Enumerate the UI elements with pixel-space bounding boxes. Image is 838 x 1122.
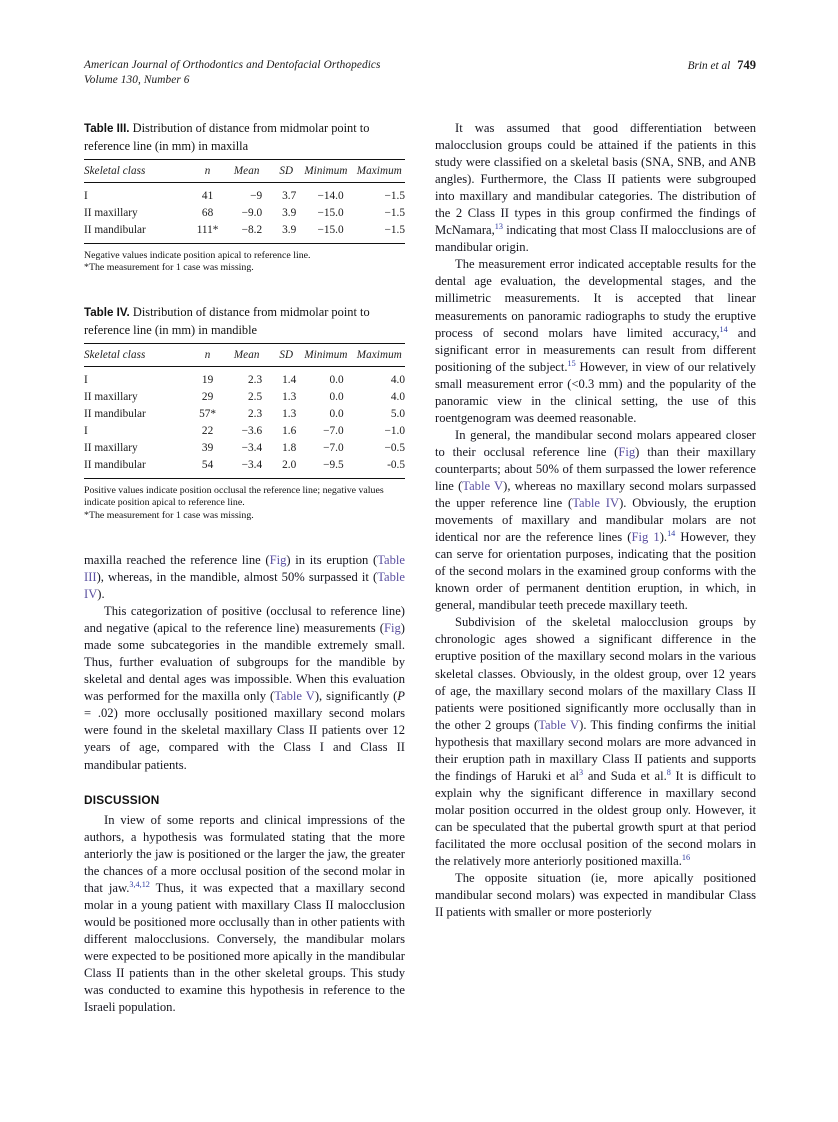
table-3-note-1: Negative values indicate position apical to reference line. [84,249,311,261]
left-paragraph-3 [84,812,405,1017]
left-paragraph-1 [84,552,405,603]
journal-title [84,58,381,88]
text-segment: and Suda et al. [583,768,667,783]
cell-maximum: −1.0 [384,425,405,438]
text-segment: This categorization of positive (occlusal to reference line) and negative (apical to the reference line) measurements ( [84,604,405,636]
link-fig[interactable]: Fig [618,444,636,459]
cell-mean: 2.3 [248,408,263,421]
cell-minimum: −14.0 [317,190,344,202]
table-4-header-maximum: Maximum [356,349,402,362]
cell-mean: −9.0 [241,206,263,219]
table-3-caption [84,120,405,154]
table-row [84,406,405,423]
cell-skeletal-class: I [84,374,88,387]
spacer [84,293,405,304]
running-head [84,58,756,88]
text-segment: ) than their maxillary counterparts; about 50% of them surpassed the lower reference line ( [435,444,756,493]
cell-sd: 1.3 [282,391,297,404]
right-paragraph-5 [435,870,756,921]
cell-sd: 1.8 [282,442,297,454]
table-3-notes [84,250,405,276]
cell-mean: −3.6 [241,425,263,438]
cell-maximum: −1.5 [384,206,405,219]
cell-minimum: −15.0 [317,206,344,219]
reference-superscript[interactable]: 3,4,12 [129,879,150,889]
cell-mean: −3.4 [241,442,263,454]
table-row [84,183,405,205]
reference-superscript[interactable]: 13 [494,222,503,232]
table-3-header-minimum: Minimum [304,165,348,177]
text-segment: ), whereas no maxillary second molars surpassed the upper reference line ( [435,478,756,511]
table-row [84,389,405,406]
cell-skeletal-class: II maxillary [84,206,138,219]
table-3-header-class: Skeletal class [84,165,146,177]
link-table-5[interactable]: Table V [462,478,504,493]
table-4-header-minimum: Minimum [304,349,348,362]
journal-volume: Volume 130, Number 6 [84,74,190,86]
cell-n: 41 [201,190,214,202]
cell-mean: −3.4 [241,458,263,471]
table-row [84,222,405,243]
text-segment: indicating that most Class II malocclusions are of mandibular origin. [435,223,756,255]
text-segment: However, in view of our relatively small measurement error (<0.3 mm) and the popularity of the panoramic view in the clinical setting, the use of this roentgenogram was deemed reasonable. [435,359,756,425]
table-3-caption-text: Distribution of distance from midmolar point to reference line (in mm) in maxilla [84,121,370,153]
cell-n: 68 [201,206,214,219]
table-3-header-n: n [204,165,211,177]
text-segment: However, they can serve for orientation purposes, indicating that the position of the second molars in the examined group conforms with the known order of permanent dentition eruption, in which, in general, mandibular teeth precede maxillary teeth. [435,530,757,613]
cell-maximum: 5.0 [390,408,405,421]
cell-maximum: −0.5 [384,442,405,454]
section-heading-discussion: DISCUSSION [84,792,160,807]
cell-mean: 2.3 [248,374,263,387]
table-row [84,440,405,457]
text-segment: maxilla reached the reference line ( [84,552,270,567]
cell-mean: −8.2 [241,223,263,236]
table-3-header-mean: Mean [233,165,260,177]
table-row [84,205,405,222]
table-3-header-row [84,160,405,183]
text-segment: In view of some reports and clinical impressions of the authors, a hypothesis was formulated stating that the more anteriorly the jaw is positioned or the larger the jaw, the greater the chances of a more occlusal position of the second molar in that jaw. [84,812,405,895]
right-paragraph-2 [435,256,756,426]
cell-minimum: 0.0 [329,374,344,387]
table-3-block [84,120,405,275]
spacer [84,541,405,552]
cell-maximum: 4.0 [390,374,405,387]
cell-sd: 2.0 [282,458,297,471]
cell-minimum: −7.0 [323,442,344,454]
cell-n: 39 [201,442,214,454]
text-segment: The opposite situation (ie, more apically positioned mandibular second molars) was expected in mandibular Class II patients with smaller or more posteriorly [435,871,756,920]
cell-mean: −9 [250,190,263,202]
table-4-note-1: Positive values indicate position occlusal the reference line; negative values indicate position apical to reference line. [84,484,384,509]
cell-maximum: -0.5 [387,458,405,471]
text-segment: The measurement error indicated acceptable results for the dental age evaluation, the developmental stages, and the millimetric measurements. It is accepted that linear measurements on panoramic radiographs to study the eruptive process of second molars have limited accuracy, [435,257,756,340]
table-row [84,367,405,389]
link-table-4[interactable]: Table IV [572,496,620,511]
table-4-note-2: *The measurement for 1 case was missing. [84,510,254,522]
text-segment: ). [97,587,105,602]
journal-name: American Journal of Orthodontics and Dentofacial Orthopedics [84,59,381,71]
reference-superscript[interactable]: 14 [719,324,728,334]
statistic-symbol: P [397,689,405,704]
link-table-4[interactable]: Table IV [84,570,405,602]
cell-skeletal-class: II mandibular [84,458,146,471]
left-column [84,120,405,1080]
left-paragraph-2 [84,603,405,773]
reference-superscript[interactable]: 3 [578,767,584,777]
table-3 [84,159,405,244]
table-row [84,423,405,440]
cell-minimum: −9.5 [323,458,344,471]
cell-n: 57* [199,408,217,421]
text-segment: It is difficult to explain why the significant difference in maxillary second molar position occurred in the oldest group only. However, it can be speculated that the pubertal growth spurt at that period facilitated the more occlusal position of the second molars in the relatively more anteriorly positioned maxilla. [435,768,756,869]
cell-minimum: −7.0 [323,425,344,438]
text-segment: and significant error in measurements can result from different positioning of the subject. [435,325,756,374]
link-table-3[interactable]: Table III [84,552,405,584]
cell-mean: 2.5 [248,391,263,404]
cell-sd: 3.9 [282,206,297,219]
reference-superscript[interactable]: 8 [666,767,671,777]
cell-n: 111* [196,223,219,236]
cell-skeletal-class: I [84,425,88,438]
cell-skeletal-class: II maxillary [84,442,138,454]
right-paragraph-3 [435,427,756,615]
link-table-5[interactable]: Table V [274,689,315,704]
right-paragraph-1 [435,120,756,256]
link-fig-1[interactable]: Fig 1 [631,530,660,545]
cell-skeletal-class: II maxillary [84,391,138,404]
cell-sd: 3.9 [282,223,297,236]
cell-maximum: −1.5 [384,223,405,236]
link-fig[interactable]: Fig [269,552,287,567]
two-column-layout [84,120,756,1080]
running-head-right [688,58,756,74]
table-3-header-maximum: Maximum [356,165,402,177]
cell-skeletal-class: II mandibular [84,408,146,421]
text-segment: ) in its eruption ( [286,552,378,567]
cell-minimum: 0.0 [329,391,344,404]
table-4-header-mean: Mean [233,349,260,362]
cell-n: 22 [201,425,214,438]
link-table-5[interactable]: Table V [538,717,580,732]
cell-skeletal-class: II mandibular [84,223,146,236]
cell-n: 29 [201,391,214,404]
table-row [84,457,405,478]
cell-minimum: 0.0 [329,408,344,421]
table-4-notes [84,485,405,523]
table-4-header-sd: SD [279,349,294,362]
table-4-caption [84,304,405,338]
table-4-caption-text: Distribution of distance from midmolar point to reference line (in mm) in mandible [84,305,370,337]
link-fig[interactable]: Fig [383,621,401,636]
text-segment: Thus, it was expected that a maxillary second molar in a young patient with maxillary Class II malocclusion would be positioned more occlusally than in other patients with different malocclusions. Conversely, the mandibular molars were expected to be positioned more apically in the mandibular Class II patients than in the other skeletal groups. This study was conducted to examine this hypothesis in reference to the Israeli population. [84,880,405,1015]
right-column [435,120,756,1080]
table-3-label: Table III. [84,122,130,135]
text-segment: ). [659,530,668,545]
table-3-note-2: *The measurement for 1 case was missing. [84,262,254,274]
text-segment: ) made some subcategories in the mandible extremely small. Thus, further evaluation of subgroups for the mandible by skeletal and dental ages was impossible. When this evaluation was performed for the maxilla only ( [84,621,405,704]
table-4-header-class: Skeletal class [84,349,146,362]
reference-superscript[interactable]: 14 [667,528,676,538]
author-line: Brin et al [687,60,731,72]
text-segment: ). Obviously, the eruption movements of maxillary and mandibular molars are not identical nor are the reference lines ( [435,496,756,545]
cell-sd: 3.7 [282,190,297,202]
text-segment: Subdivision of the skeletal malocclusion groups by chronologic ages showed a significant difference in the eruptive position of the maxillary second molars in the various skeletal classes. Obviously, in the oldest group, over 12 years of age, the maxillary second molars of the maxillary Class II patients were positioned significantly more occlusally than in the other 2 groups ( [435,615,756,732]
cell-sd: 1.4 [282,374,297,387]
text-segment: ). This finding confirms the initial hypothesis that maxillary second molars are more advanced in their eruption path in maxillary Class II patients and supports the findings of Haruki et al [435,717,756,783]
reference-superscript[interactable]: 16 [681,852,691,862]
text-segment: ), significantly ( [314,689,398,704]
cell-maximum: −1.5 [384,190,405,202]
table-4-header-row [84,344,405,367]
table-4-block [84,304,405,523]
text-segment: = .02) more occlusally positioned maxillary second molars were found in the skeletal maxillary Class II patients over 12 years of age, compared with the Class I and Class II mandibular patients. [84,706,405,772]
cell-minimum: −15.0 [317,223,344,236]
table-4-header-n: n [204,349,211,362]
cell-sd: 1.6 [282,425,297,438]
page-number: 749 [737,58,756,72]
text-segment: ), whereas, in the mandible, almost 50% surpassed it ( [96,570,378,584]
text-segment: It was assumed that good differentiation between malocclusion groups could be attained if the patients in this study were classified on a skeletal basis (SNA, SNB, and ANB angles). Furthermore, the Class II patients were subgrouped into maxillary and mandibular categories. The distribution of the 2 Class II types in this group confirmed the findings of McNamara, [435,121,756,238]
reference-superscript[interactable]: 15 [567,358,576,368]
cell-sd: 1.3 [282,408,297,421]
table-4 [84,343,405,478]
right-paragraph-4 [435,614,756,870]
text-segment: In general, the mandibular second molars appeared closer to their occlusal reference line ( [435,427,756,459]
cell-skeletal-class: I [84,190,88,202]
table-3-header-sd: SD [279,165,294,177]
cell-n: 54 [201,458,214,471]
cell-n: 19 [201,374,214,387]
cell-maximum: 4.0 [390,391,405,404]
table-4-label: Table IV. [84,306,130,320]
